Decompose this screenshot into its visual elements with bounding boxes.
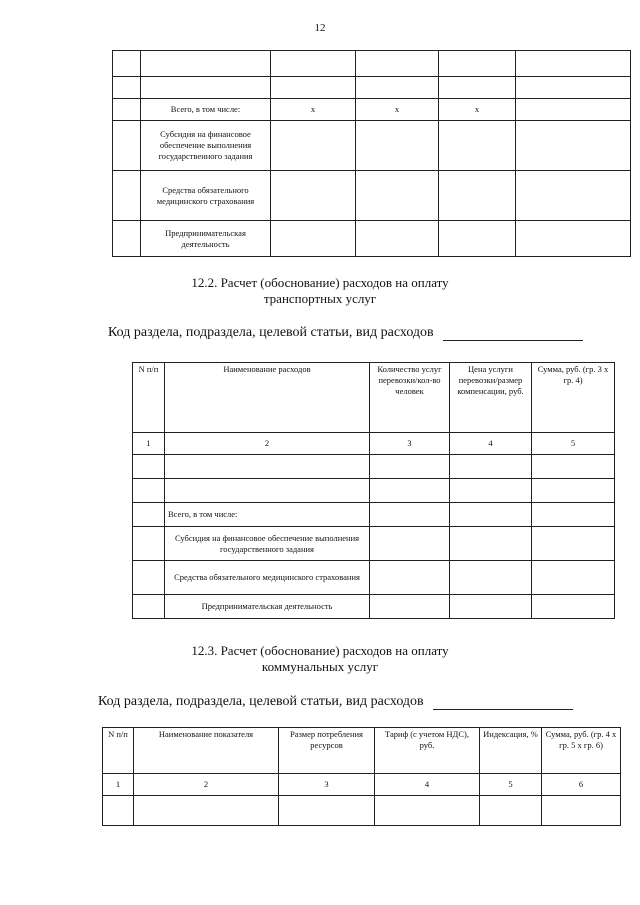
row-label: Средства обязательного медицинского страхования bbox=[141, 171, 271, 221]
column-number: 4 bbox=[375, 774, 480, 796]
expense-code-field[interactable] bbox=[443, 328, 583, 341]
column-header: N п/п bbox=[133, 363, 165, 433]
top-expense-table bbox=[112, 50, 631, 257]
table-header-row bbox=[133, 363, 615, 433]
section-12-3-title bbox=[0, 643, 640, 675]
table-row bbox=[113, 51, 631, 77]
row-label: Субсидия на финансовое обеспечение выполнения государственного задания bbox=[141, 121, 271, 171]
column-header: Количество услуг перевозки/кол-во человек bbox=[370, 363, 450, 433]
table-row bbox=[133, 527, 615, 561]
expense-code-label: Код раздела, подраздела, целевой статьи, вид расходов bbox=[108, 325, 434, 340]
column-number: 2 bbox=[134, 774, 279, 796]
expense-code-field[interactable] bbox=[433, 697, 573, 710]
column-header: Тариф (с учетом НДС), руб. bbox=[375, 728, 480, 774]
column-header: Наименование показателя bbox=[134, 728, 279, 774]
utilities-expense-table bbox=[102, 727, 621, 826]
column-number: 5 bbox=[532, 433, 615, 455]
table-row bbox=[133, 561, 615, 595]
column-number-row bbox=[133, 433, 615, 455]
row-label: Предпринимательская деятельность bbox=[165, 595, 370, 619]
table-header-row bbox=[103, 728, 621, 774]
table-row bbox=[133, 595, 615, 619]
table-row bbox=[113, 171, 631, 221]
row-label: Средства обязательного медицинского страхования bbox=[165, 561, 370, 595]
total-label: Всего, в том числе: bbox=[165, 503, 370, 527]
column-number: 4 bbox=[450, 433, 532, 455]
page-number: 12 bbox=[314, 22, 326, 34]
x-mark: х bbox=[439, 99, 516, 121]
column-number-row bbox=[103, 774, 621, 796]
transport-expense-table bbox=[132, 362, 615, 619]
column-number: 3 bbox=[279, 774, 375, 796]
x-mark: х bbox=[271, 99, 356, 121]
column-header: Размер потребления ресурсов bbox=[279, 728, 375, 774]
column-number: 1 bbox=[103, 774, 134, 796]
column-header: Сумма, руб. (гр. 4 x гр. 5 x гр. 6) bbox=[542, 728, 621, 774]
section-title-line: коммунальных услуг bbox=[261, 659, 379, 674]
column-number: 2 bbox=[165, 433, 370, 455]
expense-code-line bbox=[108, 325, 583, 341]
section-12-2-title bbox=[0, 275, 640, 307]
section-title-line: 12.3. Расчет (обоснование) расходов на оплату bbox=[191, 643, 449, 658]
column-header: Наименование расходов bbox=[165, 363, 370, 433]
column-number: 1 bbox=[133, 433, 165, 455]
column-number: 5 bbox=[480, 774, 542, 796]
table-row bbox=[113, 77, 631, 99]
row-label: Предпринимательская деятельность bbox=[141, 221, 271, 257]
table-row bbox=[133, 455, 615, 479]
table-row bbox=[113, 121, 631, 171]
expense-code-line bbox=[98, 694, 573, 710]
table-row-total bbox=[133, 503, 615, 527]
section-title-line: 12.2. Расчет (обоснование) расходов на оплату bbox=[191, 275, 449, 290]
section-title-line: транспортных услуг bbox=[263, 291, 377, 306]
expense-code-label: Код раздела, подраздела, целевой статьи, вид расходов bbox=[98, 694, 424, 709]
row-label: Субсидия на финансовое обеспечение выполнения государственного задания bbox=[165, 527, 370, 561]
column-header: N п/п bbox=[103, 728, 134, 774]
total-label: Всего, в том числе: bbox=[141, 99, 271, 121]
column-number: 6 bbox=[542, 774, 621, 796]
table-row bbox=[113, 221, 631, 257]
column-header: Сумма, руб. (гр. 3 x гр. 4) bbox=[532, 363, 615, 433]
column-number: 3 bbox=[370, 433, 450, 455]
column-header: Цена услуги перевозки/размер компенсации, руб. bbox=[450, 363, 532, 433]
column-header: Индексация, % bbox=[480, 728, 542, 774]
x-mark: х bbox=[356, 99, 439, 121]
table-row-total bbox=[113, 99, 631, 121]
table-row bbox=[133, 479, 615, 503]
table-row bbox=[103, 796, 621, 826]
